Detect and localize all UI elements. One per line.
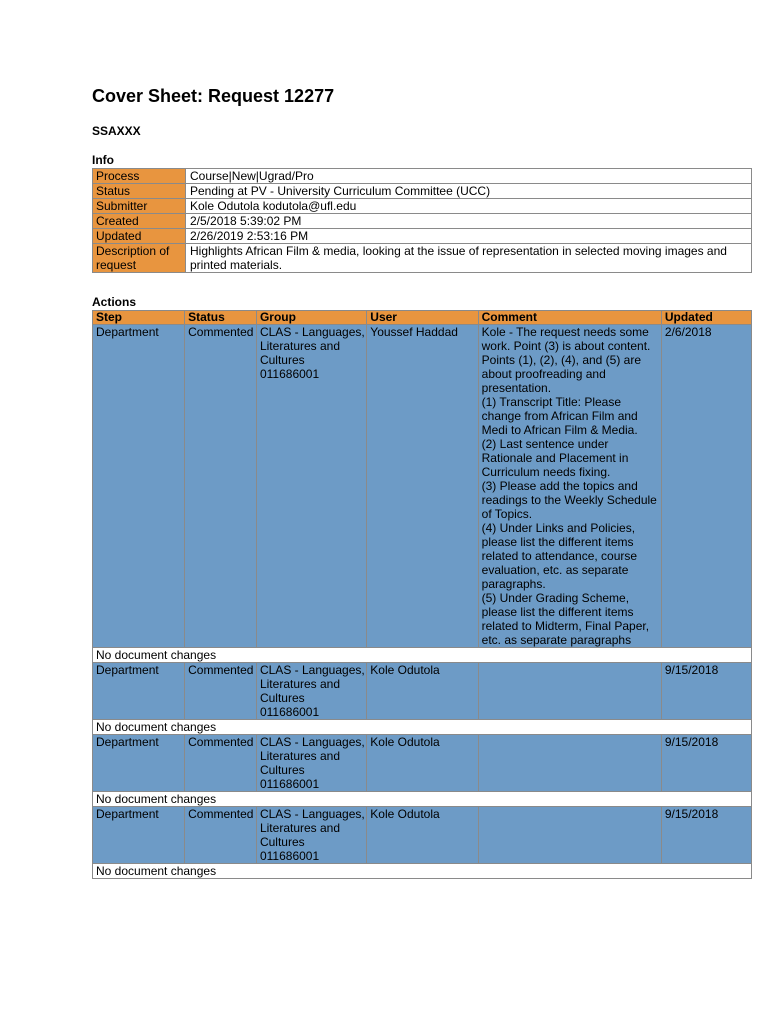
info-key: Description of request [93,244,186,273]
action-note-row [93,792,752,807]
action-status: Commented [185,663,257,720]
info-value: 2/5/2018 5:39:02 PM [186,214,752,229]
action-user: Kole Odutola [367,807,478,864]
info-key: Updated [93,229,186,244]
action-updated: 9/15/2018 [661,663,751,720]
actions-table [92,310,752,879]
action-status: Commented [185,807,257,864]
table-row [93,807,752,864]
comment-line: Kole - The request needs some work. Point (3) is about content. Points (1), (2), (4), and (5) are about proofreading and presentation. [481,325,651,395]
info-section-label: Info [92,153,114,167]
action-group: CLAS - Languages, Literatures and Cultures 011686001 [256,325,366,648]
action-comment [478,735,661,792]
comment-line: (4) Under Links and Policies, please list the different items related to attendance, course evaluation, etc. as separate paragraphs. [481,521,638,591]
action-note: No document changes [93,792,752,807]
action-step: Department [93,807,185,864]
action-step: Department [93,663,185,720]
info-value: Highlights African Film & media, looking at the issue of representation in selected moving images and printed materials. [186,244,752,273]
action-comment [478,325,661,648]
action-note-row [93,648,752,663]
action-group: CLAS - Languages, Literatures and Cultures 011686001 [256,807,366,864]
action-updated: 9/15/2018 [661,735,751,792]
header-group: Group [256,311,366,325]
action-user: Kole Odutola [367,735,478,792]
action-note-row [93,864,752,879]
action-note-row [93,720,752,735]
action-status: Commented [185,325,257,648]
comment-line: (2) Last sentence under Rationale and Placement in Curriculum needs fixing. [481,437,629,479]
header-comment: Comment [478,311,661,325]
info-row-submitter [93,199,752,214]
action-user: Youssef Haddad [367,325,478,648]
info-value: Pending at PV - University Curriculum Committee (UCC) [186,184,752,199]
comment-line: (3) Please add the topics and readings to the Weekly Schedule of Topics. [481,479,657,521]
action-group: CLAS - Languages, Literatures and Cultures 011686001 [256,663,366,720]
info-key: Created [93,214,186,229]
info-key: Submitter [93,199,186,214]
header-step: Step [93,311,185,325]
action-updated: 2/6/2018 [661,325,751,648]
actions-section-label: Actions [92,295,137,309]
actions-header-row [93,311,752,325]
info-row-updated [93,229,752,244]
comment-line: (1) Transcript Title: Please change from African Film and Medi to African Film & Media. [481,395,638,437]
comment-line: (5) Under Grading Scheme, please list the different items related to Midterm, Final Paper, etc. as separate paragraphs [481,591,650,647]
header-updated: Updated [661,311,751,325]
table-row [93,325,752,648]
info-key: Status [93,184,186,199]
action-note: No document changes [93,720,752,735]
action-group: CLAS - Languages, Literatures and Cultures 011686001 [256,735,366,792]
info-value: 2/26/2019 2:53:16 PM [186,229,752,244]
header-user: User [367,311,478,325]
action-comment [478,663,661,720]
info-row-created [93,214,752,229]
action-step: Department [93,735,185,792]
page-title: Cover Sheet: Request 12277 [92,86,335,106]
action-user: Kole Odutola [367,663,478,720]
header-status: Status [185,311,257,325]
info-value: Kole Odutola kodutola@ufl.edu [186,199,752,214]
info-table [92,168,752,273]
table-row [93,735,752,792]
action-updated: 9/15/2018 [661,807,751,864]
info-value: Course|New|Ugrad/Pro [186,169,752,184]
action-note: No document changes [93,864,752,879]
info-row-description [93,244,752,273]
course-code: SSAXXX [92,124,141,138]
info-row-status [93,184,752,199]
action-comment [478,807,661,864]
info-row-process [93,169,752,184]
action-note: No document changes [93,648,752,663]
action-step: Department [93,325,185,648]
table-row [93,663,752,720]
action-status: Commented [185,735,257,792]
info-key: Process [93,169,186,184]
